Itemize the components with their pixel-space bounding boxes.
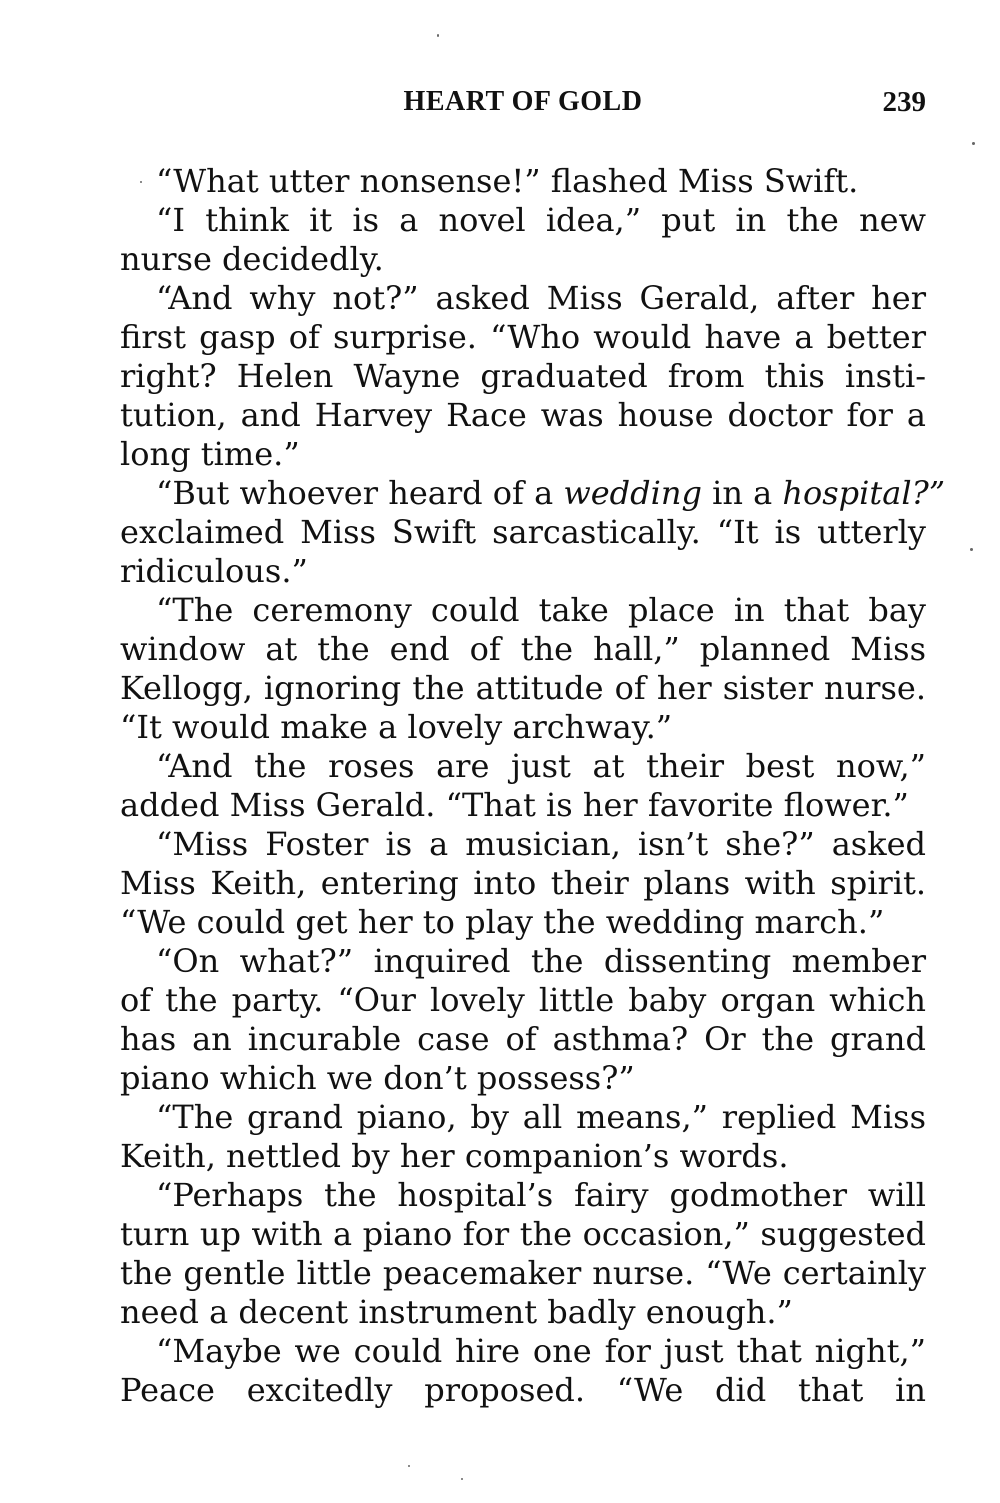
print-speck: [461, 1478, 463, 1480]
text-line: ridiculous.”: [120, 552, 308, 590]
text-line: long time.”: [120, 435, 300, 473]
text-line: “The ceremony could take place in that bay: [156, 591, 926, 629]
print-speck: [140, 181, 142, 183]
text-line: of the party. “Our lovely little baby organ which: [120, 981, 926, 1019]
text-line: nurse decidedly.: [120, 240, 384, 278]
print-speck: [972, 142, 975, 145]
text-line: “The grand piano, by all means,” replied Miss: [156, 1098, 926, 1136]
text-line: Miss Keith, entering into their plans with spirit.: [120, 864, 926, 902]
text-line: has an incurable case of asthma? Or the grand: [120, 1020, 926, 1058]
text-line: “Miss Foster is a musician, isn’t she?” asked: [156, 825, 926, 863]
emphasis: hospital?”: [782, 474, 946, 512]
text-line: the gentle little peacemaker nurse. “We certainly: [120, 1254, 926, 1292]
text-line: “And why not?” asked Miss Gerald, after her: [156, 279, 926, 317]
text-line: “It would make a lovely archway.”: [120, 708, 673, 746]
text-line: right? Helen Wayne graduated from this insti-: [120, 357, 926, 395]
text-line: “But whoever heard of a wedding in a hospital?”: [156, 474, 946, 512]
text-line: “I think it is a novel idea,” put in the new: [156, 201, 926, 239]
text-line: “Maybe we could hire one for just that night,”: [156, 1332, 926, 1370]
print-speck: [970, 548, 973, 551]
text-line: tution, and Harvey Race was house doctor for a: [120, 396, 926, 434]
print-speck: [408, 1465, 410, 1467]
text-line: “And the roses are just at their best now,”: [156, 747, 926, 785]
text-line: first gasp of surprise. “Who would have a better: [120, 318, 926, 356]
text-line: added Miss Gerald. “That is her favorite flower.”: [120, 786, 909, 824]
text-line: “What utter nonsense!” flashed Miss Swift.: [156, 162, 859, 200]
text-line: piano which we don’t possess?”: [120, 1059, 635, 1097]
text-line: exclaimed Miss Swift sarcastically. “It is utterly: [120, 513, 926, 551]
print-speck: [437, 34, 439, 37]
text-line: Keith, nettled by her companion’s words.: [120, 1137, 789, 1175]
text-line: Kellogg, ignoring the attitude of her sister nurse.: [120, 669, 926, 707]
text-line: “We could get her to play the wedding march.”: [120, 903, 885, 941]
running-head: [120, 86, 926, 126]
text-line: need a decent instrument badly enough.”: [120, 1293, 793, 1331]
text-line: Peace excitedly proposed. “We did that in: [120, 1371, 926, 1409]
text-line: turn up with a piano for the occasion,” suggested: [120, 1215, 926, 1253]
text-line: “Perhaps the hospital’s fairy godmother will: [156, 1176, 926, 1214]
running-title: HEART OF GOLD: [403, 86, 643, 117]
emphasis: wedding: [563, 474, 702, 512]
text-line: “On what?” inquired the dissenting member: [156, 942, 926, 980]
text-line: window at the end of the hall,” planned Miss: [120, 630, 926, 668]
page-number: 239: [882, 86, 926, 118]
body-text: [120, 162, 946, 1410]
